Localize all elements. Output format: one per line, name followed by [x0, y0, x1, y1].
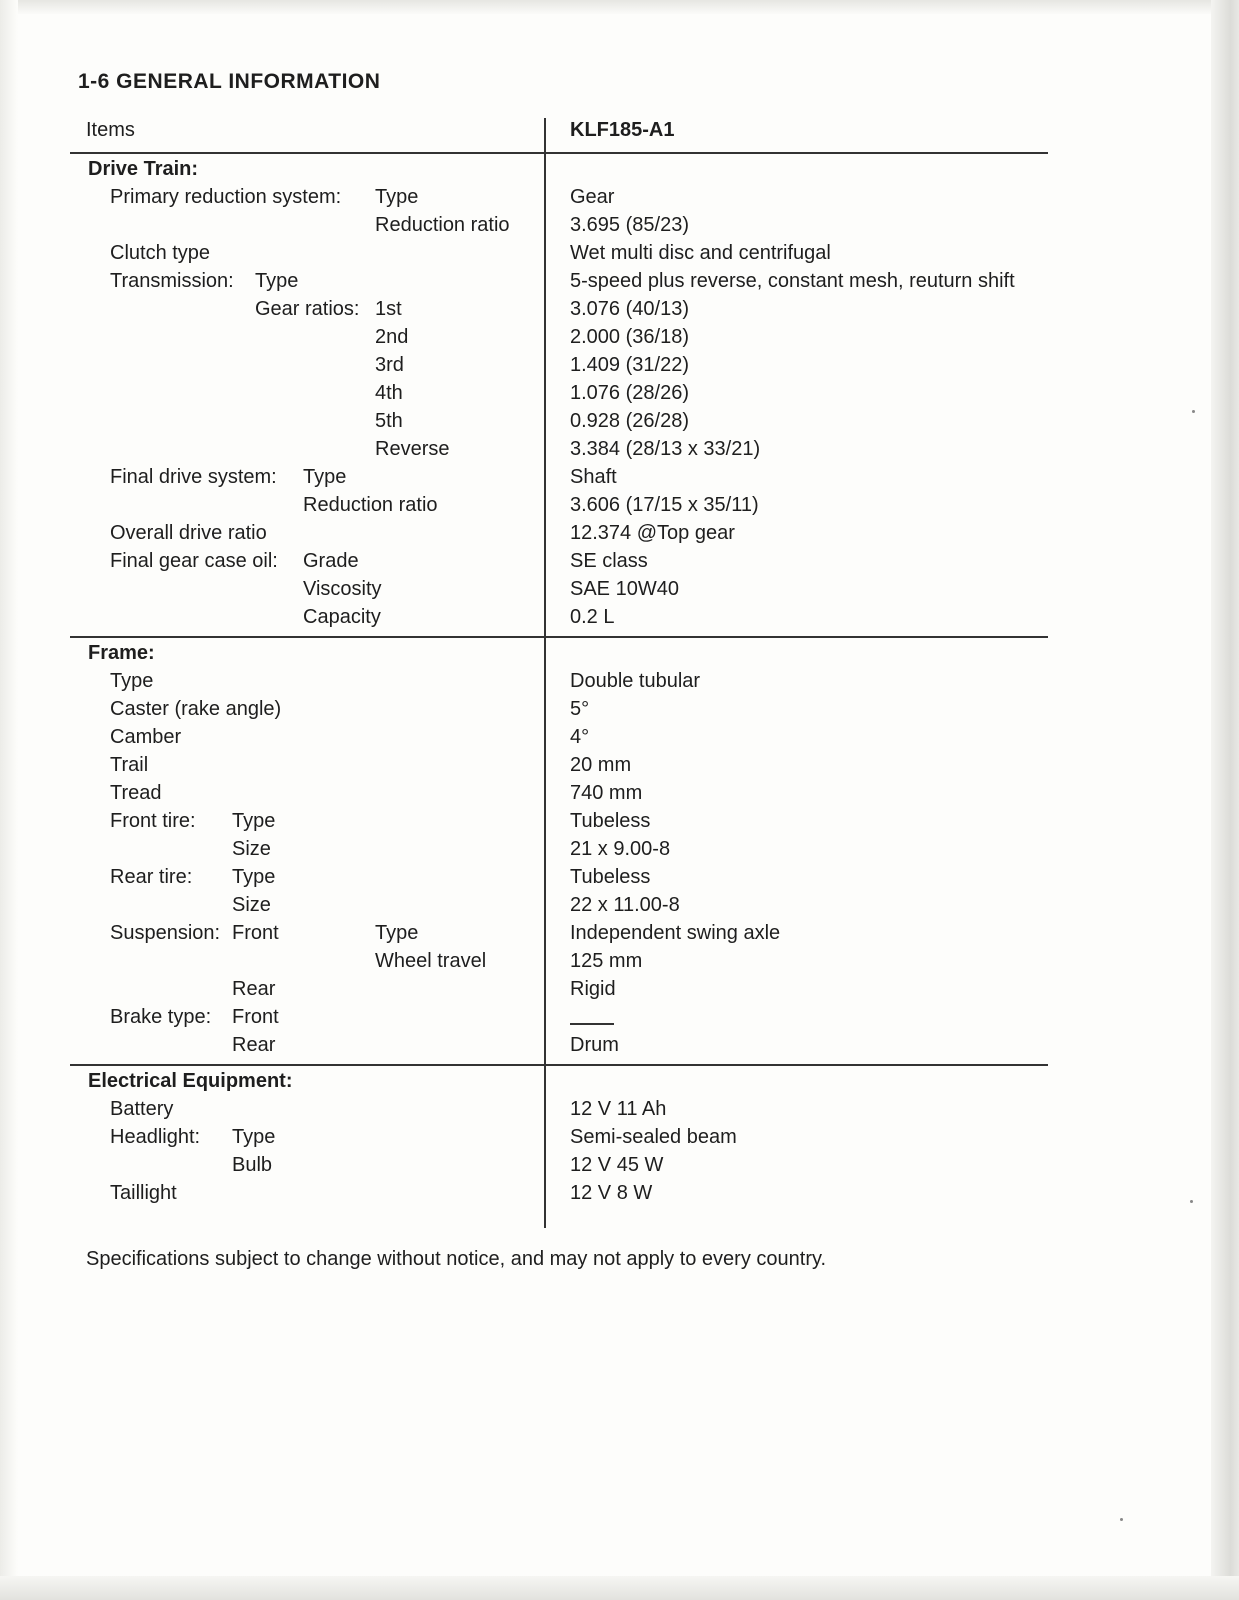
label-brake-type: Brake type: — [110, 1006, 212, 1028]
section-heading-drive-train: Drive Train: — [88, 158, 199, 180]
label-front-tire: Front tire: — [110, 810, 196, 832]
label-headlight: Headlight: — [110, 1126, 201, 1148]
label-clutch-type: Clutch type — [110, 242, 211, 264]
label-gear-3rd: 3rd — [375, 354, 404, 376]
label-oil-grade: Grade — [303, 550, 359, 572]
label-transmission: Transmission: — [110, 270, 234, 292]
value-rear-tire-type: Tubeless — [570, 866, 651, 888]
value-tread: 740 mm — [570, 782, 643, 804]
value-gear-5th: 0.928 (26/28) — [570, 410, 689, 432]
label-headlight-type: Type — [232, 1126, 276, 1148]
label-suspension-type: Type — [375, 922, 419, 944]
value-headlight-type: Semi-sealed beam — [570, 1126, 737, 1148]
value-suspension-type: Independent swing axle — [570, 922, 781, 944]
label-rear-tire-size: Size — [232, 894, 271, 916]
label-suspension: Suspension: — [110, 922, 221, 944]
label-gear-5th: 5th — [375, 410, 403, 432]
label-caster: Caster (rake angle) — [110, 698, 282, 720]
label-front-tire-size: Size — [232, 838, 271, 860]
value-trail: 20 mm — [570, 754, 632, 776]
value-frame-type: Double tubular — [570, 670, 701, 692]
label-gear-reverse: Reverse — [375, 438, 450, 460]
label-frame-type: Type — [110, 670, 154, 692]
label-oil-capacity: Capacity — [303, 606, 381, 628]
label-gear-case-oil: Final gear case oil: — [110, 550, 278, 572]
page-edge-right — [1211, 0, 1239, 1600]
value-final-drive-ratio: 3.606 (17/15 x 35/11) — [570, 494, 759, 516]
label-suspension-front: Front — [232, 922, 279, 944]
scan-speck — [1192, 410, 1195, 413]
value-brake-rear: Drum — [570, 1034, 619, 1056]
value-primary-type: Gear — [570, 186, 615, 208]
value-caster: 5° — [570, 698, 590, 720]
label-gear-ratios: Gear ratios: — [255, 298, 360, 320]
label-taillight: Taillight — [110, 1182, 177, 1204]
value-wheel-travel: 125 mm — [570, 950, 643, 972]
value-front-tire-type: Tubeless — [570, 810, 651, 832]
label-final-drive-type: Type — [303, 466, 347, 488]
label-wheel-travel: Wheel travel — [375, 950, 487, 972]
value-overall-ratio: 12.374 @Top gear — [570, 522, 735, 544]
page-edge-left — [0, 0, 18, 1600]
value-gear-4th: 1.076 (28/26) — [570, 382, 689, 404]
label-rear-tire-type: Type — [232, 866, 276, 888]
value-suspension-rear: Rigid — [570, 978, 616, 1000]
label-gear-4th: 4th — [375, 382, 403, 404]
header-divider — [70, 152, 1048, 154]
label-camber: Camber — [110, 726, 182, 748]
label-final-drive: Final drive system: — [110, 466, 277, 488]
label-brake-front: Front — [232, 1006, 279, 1028]
label-suspension-rear: Rear — [232, 978, 276, 1000]
label-oil-viscosity: Viscosity — [303, 578, 382, 600]
label-brake-rear: Rear — [232, 1034, 276, 1056]
value-gear-1st: 3.076 (40/13) — [570, 298, 689, 320]
column-divider — [544, 118, 546, 1228]
label-final-drive-ratio: Reduction ratio — [303, 494, 438, 516]
value-headlight-bulb: 12 V 45 W — [570, 1154, 664, 1176]
section-heading-electrical: Electrical Equipment: — [88, 1070, 293, 1092]
label-front-tire-type: Type — [232, 810, 276, 832]
section-heading-frame: Frame: — [88, 642, 155, 664]
label-primary-ratio: Reduction ratio — [375, 214, 510, 236]
label-primary-reduction: Primary reduction system: — [110, 186, 342, 208]
value-transmission-type: 5-speed plus reverse, constant mesh, reuturn shift — [570, 270, 1015, 292]
value-rear-tire-size: 22 x 11.00-8 — [570, 894, 680, 916]
value-primary-ratio: 3.695 (85/23) — [570, 214, 689, 236]
page-edge-bottom — [0, 1576, 1239, 1600]
label-transmission-type: Type — [255, 270, 299, 292]
value-gear-reverse: 3.384 (28/13 x 33/21) — [570, 438, 761, 460]
value-gear-3rd: 1.409 (31/22) — [570, 354, 689, 376]
label-overall-ratio: Overall drive ratio — [110, 522, 267, 544]
label-primary-type: Type — [375, 186, 419, 208]
value-final-drive-type: Shaft — [570, 466, 617, 488]
value-oil-capacity: 0.2 L — [570, 606, 615, 628]
column-header-items: Items — [86, 119, 135, 141]
label-rear-tire: Rear tire: — [110, 866, 193, 888]
scan-speck — [1190, 1200, 1193, 1203]
label-trail: Trail — [110, 754, 149, 776]
value-taillight: 12 V 8 W — [570, 1182, 653, 1204]
page-edge-top — [0, 0, 1239, 14]
value-clutch-type: Wet multi disc and centrifugal — [570, 242, 831, 264]
value-gear-2nd: 2.000 (36/18) — [570, 326, 689, 348]
value-oil-grade: SE class — [570, 550, 648, 572]
label-gear-2nd: 2nd — [375, 326, 409, 348]
value-battery: 12 V 11 Ah — [570, 1098, 667, 1120]
label-tread: Tread — [110, 782, 162, 804]
footnote: Specifications subject to change without notice, and may not apply to every country. — [86, 1248, 827, 1270]
column-header-model: KLF185-A1 — [570, 119, 675, 141]
label-gear-1st: 1st — [375, 298, 402, 320]
value-front-tire-size: 21 x 9.00-8 — [570, 838, 671, 860]
value-brake-front-dash — [570, 1023, 614, 1025]
section-divider-electrical — [70, 1064, 1048, 1066]
label-battery: Battery — [110, 1098, 174, 1120]
scan-speck — [1120, 1518, 1123, 1521]
value-oil-viscosity: SAE 10W40 — [570, 578, 679, 600]
page-title: 1-6 GENERAL INFORMATION — [78, 70, 381, 93]
label-headlight-bulb: Bulb — [232, 1154, 273, 1176]
section-divider-frame — [70, 636, 1048, 638]
value-camber: 4° — [570, 726, 590, 748]
